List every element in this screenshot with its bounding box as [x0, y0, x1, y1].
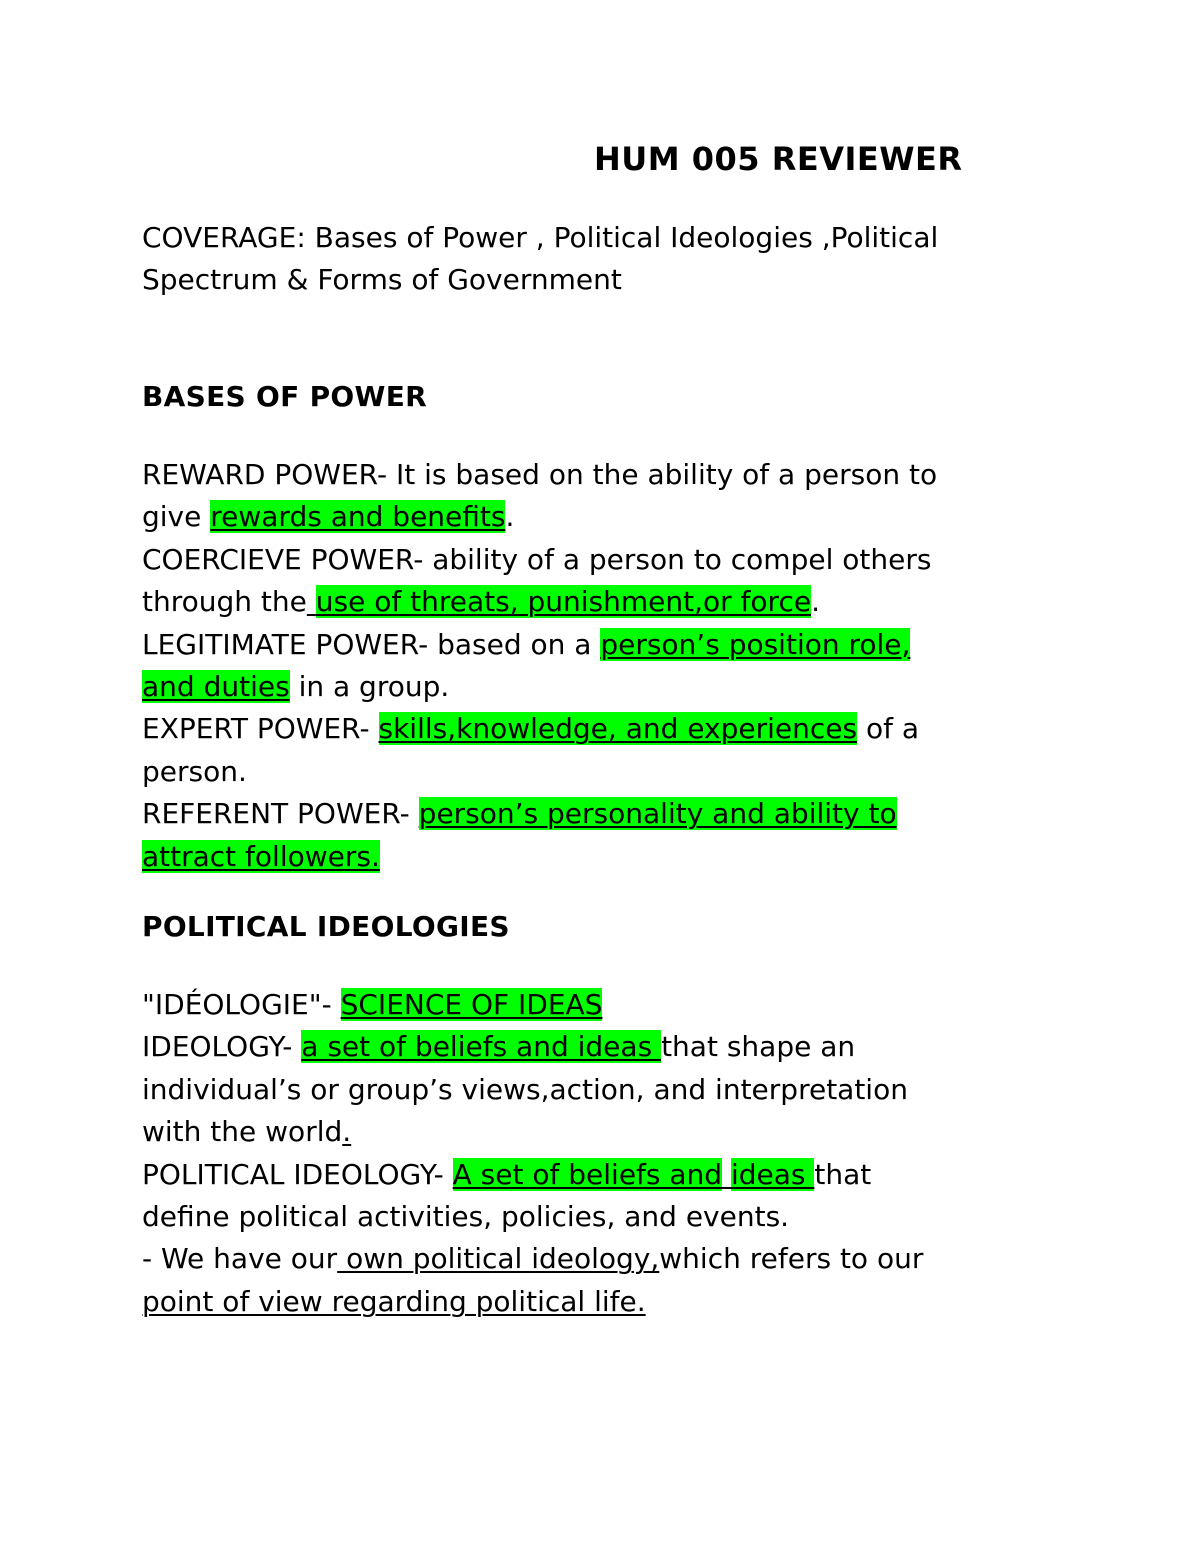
- political-ideology-line-2: define political activities, policies, and events.: [142, 1199, 790, 1233]
- highlight-set-of-beliefs: a set of beliefs and ideas: [301, 1030, 662, 1064]
- bases-of-power-section: [142, 454, 1052, 878]
- coverage-paragraph: [142, 217, 1052, 302]
- highlight-rewards: rewards and benefits: [210, 500, 506, 534]
- political-ideologies-section: [142, 984, 1052, 1323]
- coverage-line-1: COVERAGE: Bases of Power , Political Ideologies ,Political: [142, 221, 939, 254]
- political-ideology-line-1: POLITICAL IDEOLOGY- A set of beliefs and ideas that: [142, 1157, 872, 1191]
- coercive-power-line-2: through the use of threats, punishment,or force.: [142, 585, 820, 619]
- highlight-followers: attract followers.: [142, 839, 380, 873]
- underline-point-of-view: point of view regarding political life.: [142, 1284, 646, 1318]
- bases-of-power-heading: BASES OF POWER: [142, 380, 427, 413]
- ideology-line-2: individual’s or group’s views,action, and interpretation: [142, 1072, 908, 1106]
- highlight-science-of-ideas: SCIENCE OF IDEAS: [340, 988, 603, 1021]
- underline-own-ideology: own political ideology,: [337, 1242, 660, 1276]
- highlight-personality: person’s personality and ability to: [418, 797, 897, 831]
- legitimate-power-line-2: and duties in a group.: [142, 669, 450, 703]
- referent-power-line-2: [142, 836, 1052, 878]
- highlight-ideas: ideas: [730, 1157, 815, 1191]
- ideology-line-1: IDEOLOGY- a set of beliefs and ideas that shape an: [142, 1030, 856, 1064]
- reward-power-line-1: REWARD POWER- It is based on the ability of a person to: [142, 458, 938, 491]
- expert-power-line-2: person.: [142, 754, 247, 788]
- highlight-threats: use of threats, punishment,or force: [315, 585, 812, 619]
- ideology-line-3: with the world.: [142, 1115, 352, 1149]
- highlight-duties: and duties: [142, 669, 290, 703]
- ideologie-line: "IDÉOLOGIE"- SCIENCE OF IDEAS: [142, 988, 603, 1021]
- referent-power-line-1: REFERENT POWER- person’s personality and ability to: [142, 797, 897, 831]
- coverage-line-2: Spectrum & Forms of Government: [142, 263, 622, 297]
- own-ideology-line-2: [142, 1281, 1052, 1323]
- coercive-power-line-1: COERCIEVE POWER- ability of a person to compel others: [142, 542, 932, 576]
- highlight-position-role: person’s position role,: [600, 627, 911, 661]
- expert-power-line-1: EXPERT POWER- skills,knowledge, and experiences of a: [142, 712, 920, 746]
- reward-power-line-2: give rewards and benefits.: [142, 500, 515, 534]
- highlight-skills: skills,knowledge, and experiences: [378, 712, 858, 746]
- highlight-political-beliefs: A set of beliefs and: [452, 1157, 723, 1191]
- document-title: HUM 005 REVIEWER: [594, 140, 963, 178]
- legitimate-power-line-1: LEGITIMATE POWER- based on a person’s position role,: [142, 627, 911, 661]
- own-ideology-line-1: - We have our own political ideology,which refers to our: [142, 1242, 924, 1276]
- political-ideologies-heading: POLITICAL IDEOLOGIES: [142, 910, 510, 943]
